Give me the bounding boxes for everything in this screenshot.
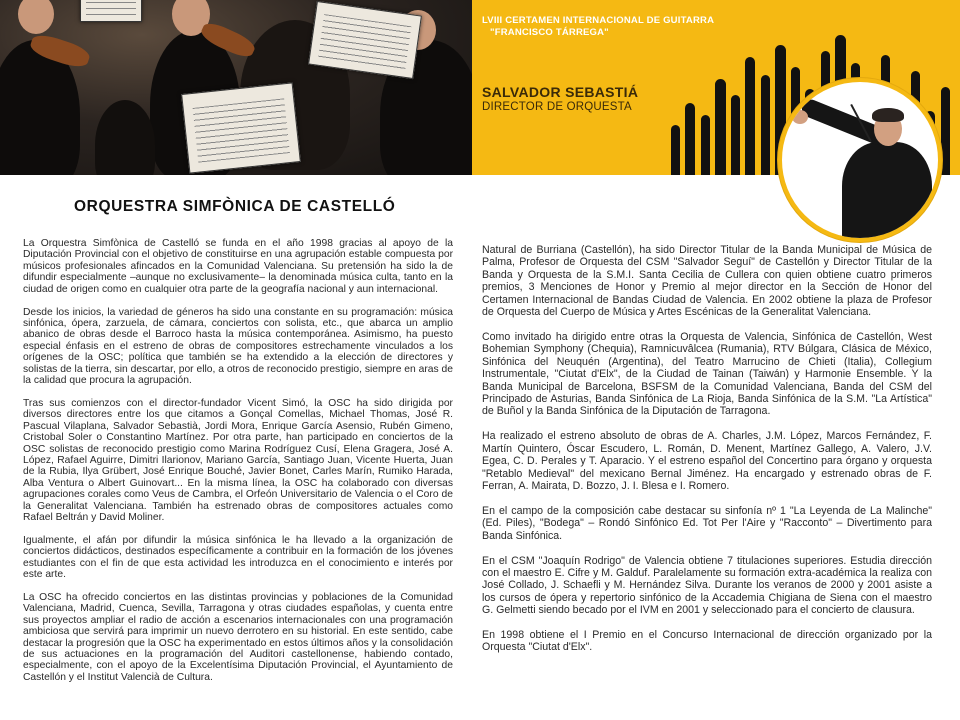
bio-paragraph-5: En el CSM "Joaquín Rodrigo" de Valencia obtiene 7 titulaciones superiores. Estudia dirección con el maestro E. Cifre y M. Galduf. Paralelamente su formación extra-académica la realiza con José Collado, J. Schaefli y M. Hernández Silva. Durante los veranos de 2000 y 2001 asiste a los cursos de ópera y repertorio sinfónico de la Accademia Chigiana de Siena con el maestro G. Gelmetti siendo becado por el IVM en 2001 y seleccionado para el concierto de clausura.	[482, 554, 932, 617]
conductor-name: SALVADOR SEBASTIÁ	[482, 84, 639, 100]
orchestra-paragraph-1: La Orquestra Simfònica de Castelló se funda en el año 1998 gracias al apoyo de la Diputación Provincial con el objetivo de constituirse en una agrupación estable compuesta por músicos profesionales afincados en la Comunidad Valenciana. Su pretensión ha sido la de difundir especialmente –aunque no exclusivamente– la denominada música culta, tanto en la ciudad de origen como en cualquier otra parte de la geografía nacional y aun internacional.	[23, 238, 453, 295]
orchestra-description	[23, 238, 453, 695]
bio-paragraph-2: Como invitado ha dirigido entre otras la Orquesta de Valencia, Sinfónica de Castellón, West Bohemian Symphony (Chequia), Ramnicuvâlcea (Rumania), RTV Búlgara, Clásica de México, Sinfónica del Neuquén (Argentina), del Teatro Marrucino de Chieti (Italia), Collegium Instrumentale, "Ciutat d'Elx", de la Ciudad de Tainan (Taiwán) y Harmonie Ensemble. Y la Banda Municipal de Barcelona, BSFSM de la Comunidad Valenciana, Banda del CSM del Principado de Asturias, Banda Sinfónica de La Rioja, Banda Sinfónica de la S.M. "La Artística" de Buñol y la Banda Sinfónica de la Diputación de Tarragona.	[482, 330, 932, 418]
orchestra-paragraph-2: Desde los inicios, la variedad de géneros ha sido una constante en su programación: música sinfónica, ópera, zarzuela, de cámara, conciertos con solista, etc., que abarca un amplio abanico de obras desde el Barroco hasta la música contemporánea. Asimismo, ha puesto especial énfasis en el estreno de obras de compositores estrechamente vinculados a los orígenes de la OSC; política que también se ha extendido a la elección de directores y solistas de la tierra, sin descartar, por ello, a otros de reconocido prestigio, siempre en aras de la calidad que procura la agrupación.	[23, 306, 453, 386]
bio-paragraph-3: Ha realizado el estreno absoluto de obras de A. Charles, J.M. López, Marcos Fernández, F. Martín Quintero, Óscar Escudero, L. Román, D. Menent, Martínez Gallego, A. Valero, J.V. Egea, C. D. Perales y T. Aparacio. Y el estreno español del Concertino para órgano y orquesta "Retablo Medieval" del mexicano Bernal Jiménez. Ha encargado y estrenado obras de F. Ferran, A. Mairata, D. Bozzo, J. I. Blesa e I. Romero.	[482, 430, 932, 492]
bio-paragraph-4: En el campo de la composición cabe destacar su sinfonía nº 1 "La Leyenda de La Malinche" (Ed. Piles), "Bodega" – Rondó Sinfónico Ed. Tot Per l'Aire y "Racconto" – Divertimento para Banda Sinfónica.	[482, 504, 932, 542]
bio-paragraph-6: En 1998 obtiene el I Premio en el Concurso Internacional de dirección organizado por la Orquesta "Ciutat d'Elx".	[482, 629, 932, 654]
conductor-biography	[482, 244, 932, 666]
orchestra-paragraph-3: Tras sus comienzos con el director-fundador Vicent Simó, la OSC ha sido dirigida por diversos directores entre los que citamos a Gonçal Comellas, Michael Thomas, José R. Pascual Vilaplana, Salvador Sebastià, Jordi Mora, Enrique García Asensio, Rubén Gimeno, Cristobal Soler o Constantino Martínez. Por otra parte, han participado en conciertos de la OSC solistas de reconocido prestigio como Marina Rodríguez Cusí, Elena Gragera, José A. López, Rafael Aguirre, Dimitri Ilarionov, Mariano García, Santiago Juan, Vicente Huerta, Juan de la Rubia, Ilya Grübert, José Enrique Bouché, Javier Bonet, Carles Marín, Rumiko Harada, Alba Ventura o Albert Guinovart... En la misma línea, la OSC ha colaborado con diversas agrupaciones corales como Veus de Cambra, el Orfeón Universitario de Valencia o el Coro de la Generalitat Valenciana. También ha estrenado obras de compositores actuales como Rafael Beltrán y David Moliner.	[23, 397, 453, 523]
orchestra-paragraph-4: Igualmente, el afán por difundir la música sinfónica le ha llevado a la organización de conciertos didácticos, destinados específicamente a contribuir en la formación de los jóvenes estudiantes con el fin de que esta actividad les introduzca en el conocimiento e interés por este arte.	[23, 534, 453, 581]
orchestra-paragraph-5: La OSC ha ofrecido conciertos en las distintas provincias y poblaciones de la Comunidad Valenciana, Madrid, Cuenca, Sevilla, Tarragona y otras ciudades españolas, y cuenta entre sus proyectos ampliar el radio de acción a escenarios internacionales con una programación ambiciosa que servirá para imprimir un nuevo derrotero en su historial. En este sentido, cabe destacar la progresión que la OSC ha experimentado en estos últimos años y la consolidación de sus actuaciones en la programación del Auditori castellonense, habiendo contado, especialmente, con el apoyo de la Excelentísima Diputación Provincial, el Ayuntamiento de Castellón y el Institut Valencià de Cultura.	[23, 591, 453, 683]
orchestra-photo	[0, 0, 472, 175]
section-title: ORQUESTRA SIMFÒNICA DE CASTELLÓ	[74, 198, 396, 215]
competition-line-2: "FRANCISCO TÁRREGA"	[490, 27, 609, 38]
conductor-role: DIRECTOR DE ORQUESTA	[482, 101, 632, 113]
conductor-portrait	[778, 78, 942, 242]
competition-line-1: LVIII CERTAMEN INTERNACIONAL DE GUITARRA	[482, 15, 715, 26]
bio-paragraph-1: Natural de Burriana (Castellón), ha sido Director Titular de la Banda Municipal de Música de Palma, Profesor de Orquesta del CSM "Salvador Seguí" de Castellón y Director Titular de la Banda y Orquesta de la S.M.I. Santa Cecilia de Cullera con quien obtiene cuatro primeros premios, 3 Menciones de Honor y Premio al mejor director en la Sección de Honor del Certamen Internacional de Bandas Ciudad de Valencia. En 2002 obtiene la plaza de Profesor de Orquesta del Cuerpo de Música y Artes Escénicas de la Generalitat Valenciana.	[482, 244, 932, 319]
